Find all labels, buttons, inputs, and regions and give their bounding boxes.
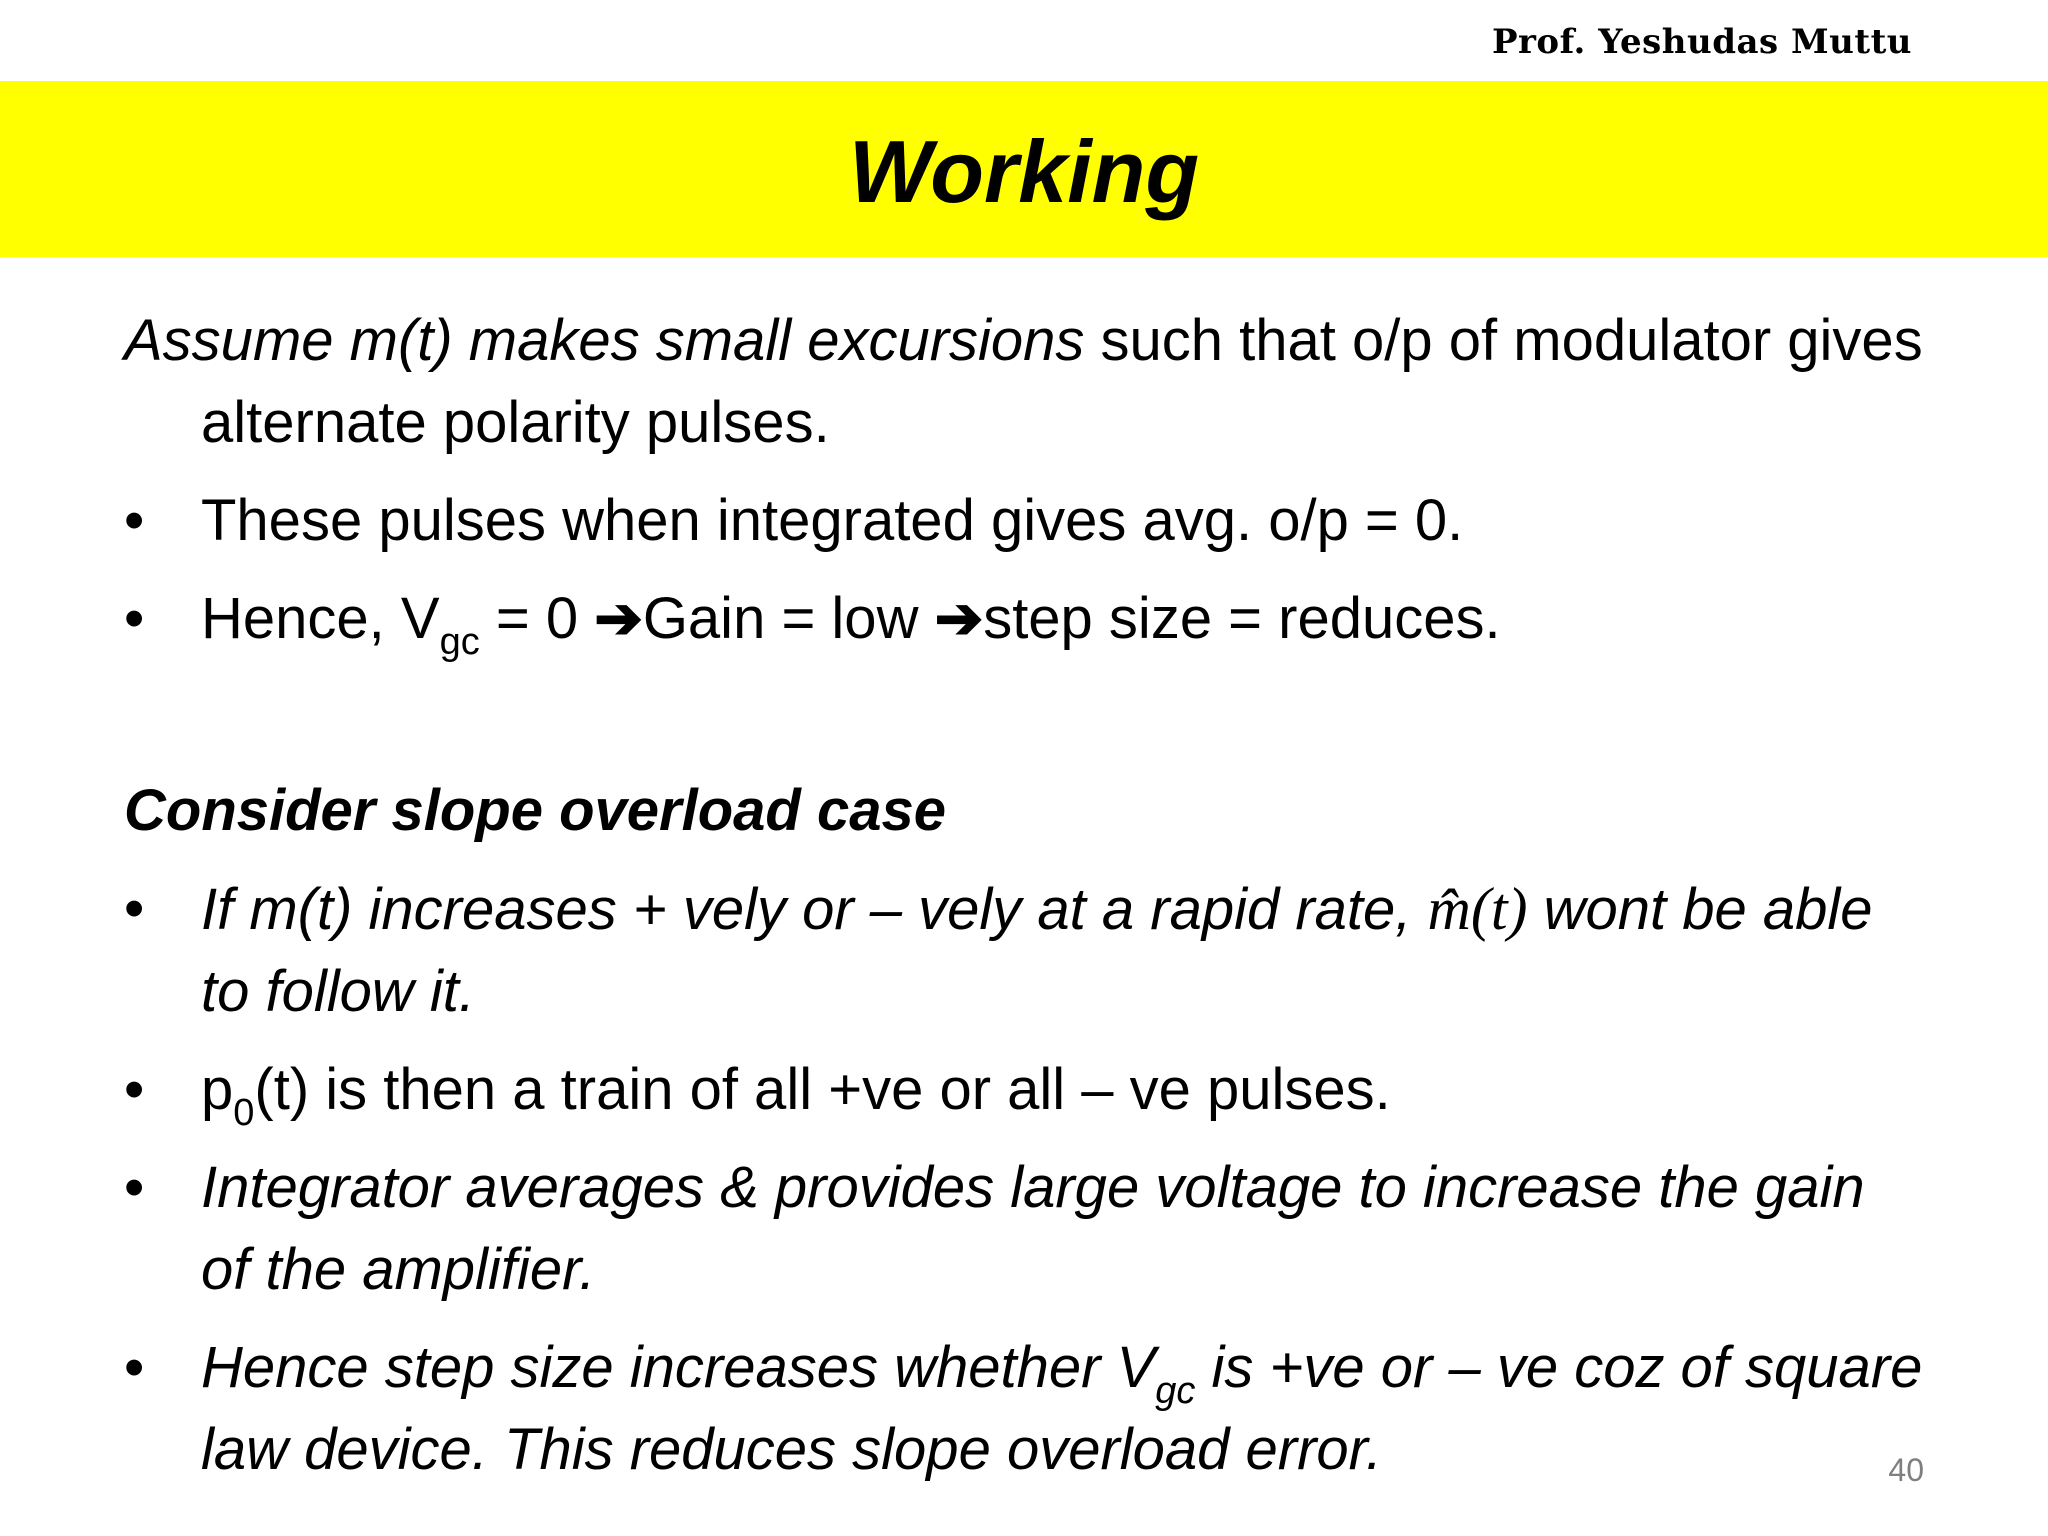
bullet-text-mid: = 0 — [479, 586, 595, 651]
intro-italic: Assume m(t) makes small excursions — [124, 308, 1085, 373]
list-item — [124, 578, 1924, 663]
bullet-text-pre: If m(t) increases + vely or – vely at a rapid rate, — [201, 877, 1428, 942]
list-item — [124, 1147, 1924, 1311]
bullet-text-post: wont be able to follow it. — [201, 877, 1873, 1024]
bullet-text-post: (t) is then a train of all +ve or all – ve pulses. — [254, 1057, 1391, 1122]
subscript: 0 — [233, 1092, 255, 1134]
m-hat-symbol: m̂(t) — [1427, 876, 1528, 942]
section-heading: Consider slope overload case — [124, 778, 946, 843]
list-item — [124, 480, 1924, 562]
subscript: gc — [1155, 1370, 1196, 1412]
arrow-icon: ➔ — [934, 586, 984, 651]
intro-paragraph — [124, 300, 1924, 464]
bullet-text-pre: p — [201, 1057, 234, 1122]
list-item — [124, 1049, 1924, 1134]
arrow-icon: ➔ — [594, 586, 643, 651]
subscript: gc — [439, 621, 480, 663]
bullet-text: Integrator averages & provides large voltage to increase the gain of the amplifier. — [201, 1155, 1865, 1302]
intro-rest: such that o/p of modulator gives alternate polarity pulses. — [201, 308, 1923, 455]
bullet-text-post: is +ve or – ve coz of square law device. This reduces slope overload error. — [201, 1335, 1923, 1482]
slide-title: Working — [848, 122, 1200, 221]
bullet-text: These pulses when integrated gives avg. o/p = 0. — [201, 488, 1464, 553]
bullet-icon: • — [124, 586, 145, 651]
bullet-text-gain: Gain = low — [642, 586, 935, 651]
list-item — [124, 868, 1924, 1033]
bullet-icon: • — [124, 1057, 145, 1122]
bullet-icon: • — [124, 876, 145, 941]
bullet-text-step: step size = reduces. — [983, 586, 1501, 651]
author-name: Prof. Yeshudas Muttu — [1491, 22, 1912, 62]
slide-body — [124, 300, 1924, 1491]
bullet-icon: • — [124, 1155, 145, 1220]
bullet-text-pre: Hence step size increases whether V — [201, 1335, 1156, 1400]
page-number: 40 — [1888, 1452, 1924, 1488]
bullet-icon: • — [124, 1335, 145, 1400]
bullet-text-pre: Hence, V — [201, 586, 440, 651]
list-item — [124, 1327, 1924, 1491]
bullet-icon: • — [124, 488, 145, 553]
